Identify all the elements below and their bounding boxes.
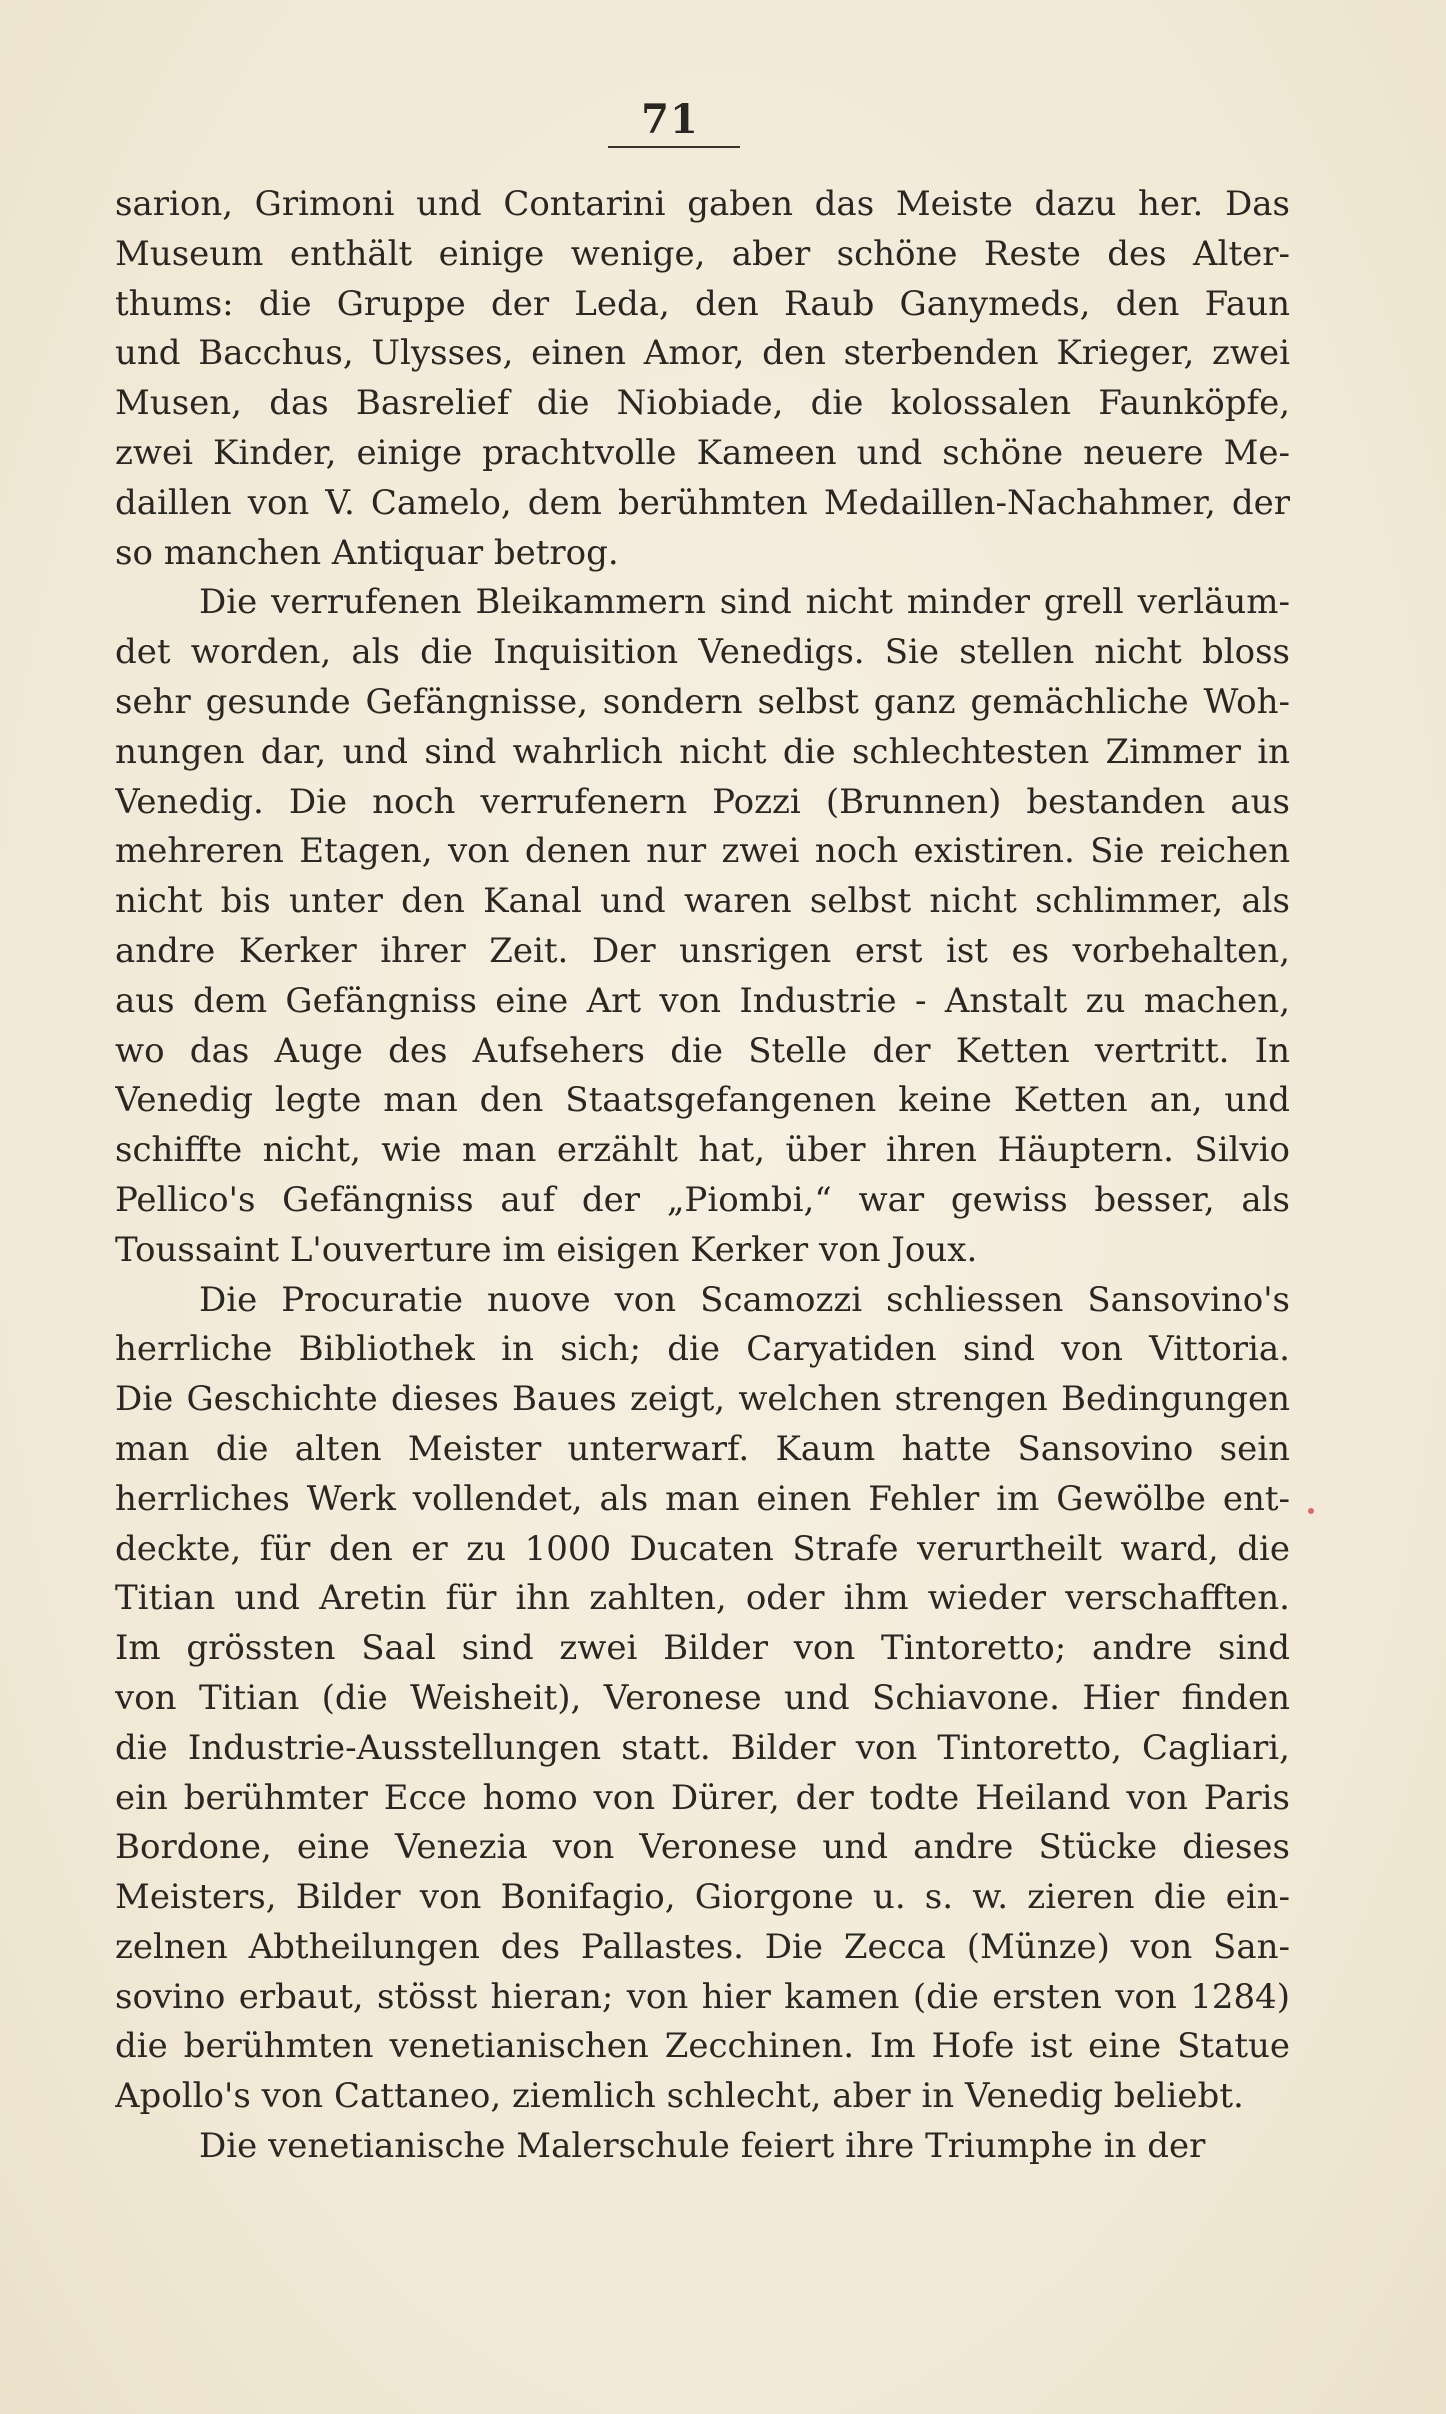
text-line: so manchen Antiquar betrog.: [115, 532, 619, 573]
paragraph-start-line: Die Procuratie nuove von Scamozzi schliessen Sansovino's: [199, 1279, 1290, 1320]
text-line: nicht bis unter den Kanal und waren selbst nicht schlimmer, als: [115, 881, 1290, 922]
text-line: herrliche Bibliothek in sich; die Caryatiden sind von Vittoria.: [115, 1329, 1290, 1370]
text-line: Pellico's Gefängniss auf der „Piombi,“ war gewiss besser, als: [115, 1179, 1290, 1220]
text-line: mehreren Etagen, von denen nur zwei noch existiren. Sie reichen: [115, 831, 1290, 872]
text-line: Venedig legte man den Staatsgefangenen keine Ketten an, und: [115, 1080, 1290, 1121]
text-line: Meisters, Bilder von Bonifagio, Giorgone u. s. w. zieren die ein-: [115, 1877, 1290, 1918]
text-line: Toussaint L'ouverture im eisigen Kerker von Joux.: [115, 1229, 978, 1270]
text-line: sarion, Grimoni und Contarini gaben das Meiste dazu her. Das: [115, 184, 1290, 224]
text-line: zwei Kinder, einige prachtvolle Kameen und schöne neuere Me-: [115, 432, 1290, 473]
text-line: Venedig. Die noch verrufenern Pozzi (Brunnen) bestanden aus: [115, 781, 1290, 822]
margin-mark-dot: [1308, 1508, 1314, 1514]
text-line: Bordone, eine Venezia von Veronese und andre Stücke dieses: [115, 1827, 1290, 1868]
text-line: thums: die Gruppe der Leda, den Raub Ganymeds, den Faun: [115, 283, 1290, 324]
text-line: herrliches Werk vollendet, als man einen Fehler im Gewölbe ent-: [115, 1478, 1290, 1519]
body-text: [115, 180, 1290, 2172]
text-line: die berühmten venetianischen Zecchinen. Im Hofe ist eine Statue: [115, 2026, 1290, 2067]
text-line: sovino erbaut, stösst hieran; von hier kamen (die ersten von 1284): [115, 1976, 1290, 2017]
text-line: Museum enthält einige wenige, aber schöne Reste des Alter-: [115, 233, 1290, 274]
paragraph-start-line: Die verrufenen Bleikammern sind nicht minder grell verläum-: [199, 582, 1290, 623]
paragraph-start-line: Die venetianische Malerschule feiert ihre Triumphe in der: [199, 2126, 1206, 2167]
text-line: Im grössten Saal sind zwei Bilder von Tintoretto; andre sind: [115, 1628, 1290, 1669]
text-line: Apollo's von Cattaneo, ziemlich schlecht, aber in Venedig beliebt.: [115, 2076, 1244, 2117]
text-line: andre Kerker ihrer Zeit. Der unsrigen erst ist es vorbehalten,: [115, 930, 1290, 971]
text-line: Titian und Aretin für ihn zahlten, oder ihm wieder verschafften.: [115, 1578, 1290, 1619]
text-line: ein berühmter Ecce homo von Dürer, der todte Heiland von Paris: [115, 1777, 1290, 1818]
text-line: von Titian (die Weisheit), Veronese und Schiavone. Hier finden: [115, 1677, 1290, 1718]
text-line: wo das Auge des Aufsehers die Stelle der Ketten vertritt. In: [115, 1030, 1290, 1071]
text-line: zelnen Abtheilungen des Pallastes. Die Zecca (Münze) von San-: [115, 1926, 1290, 1967]
text-line: man die alten Meister unterwarf. Kaum hatte Sansovino sein: [115, 1428, 1290, 1469]
text-line: nungen dar, und sind wahrlich nicht die schlechtesten Zimmer in: [115, 731, 1290, 772]
text-line: det worden, als die Inquisition Venedigs. Sie stellen nicht bloss: [115, 632, 1290, 673]
page-number-rule: [608, 146, 740, 148]
page-number: 71: [641, 96, 699, 143]
text-line: und Bacchus, Ulysses, einen Amor, den sterbenden Krieger, zwei: [115, 333, 1290, 374]
text-line: Die Geschichte dieses Baues zeigt, welchen strengen Bedingungen: [115, 1379, 1290, 1420]
text-line: aus dem Gefängniss eine Art von Industrie - Anstalt zu machen,: [115, 980, 1290, 1021]
text-line: schiffte nicht, wie man erzählt hat, über ihren Häuptern. Silvio: [115, 1130, 1290, 1171]
text-line: die Industrie-Ausstellungen statt. Bilder von Tintoretto, Cagliari,: [115, 1727, 1290, 1768]
text-line: Musen, das Basrelief die Niobiade, die kolossalen Faunköpfe,: [115, 383, 1290, 424]
text-line: daillen von V. Camelo, dem berühmten Medaillen-Nachahmer, der: [115, 482, 1290, 523]
text-line: sehr gesunde Gefängnisse, sondern selbst ganz gemächliche Woh-: [115, 681, 1290, 722]
text-line: deckte, für den er zu 1000 Ducaten Strafe verurtheilt ward, die: [115, 1528, 1290, 1569]
